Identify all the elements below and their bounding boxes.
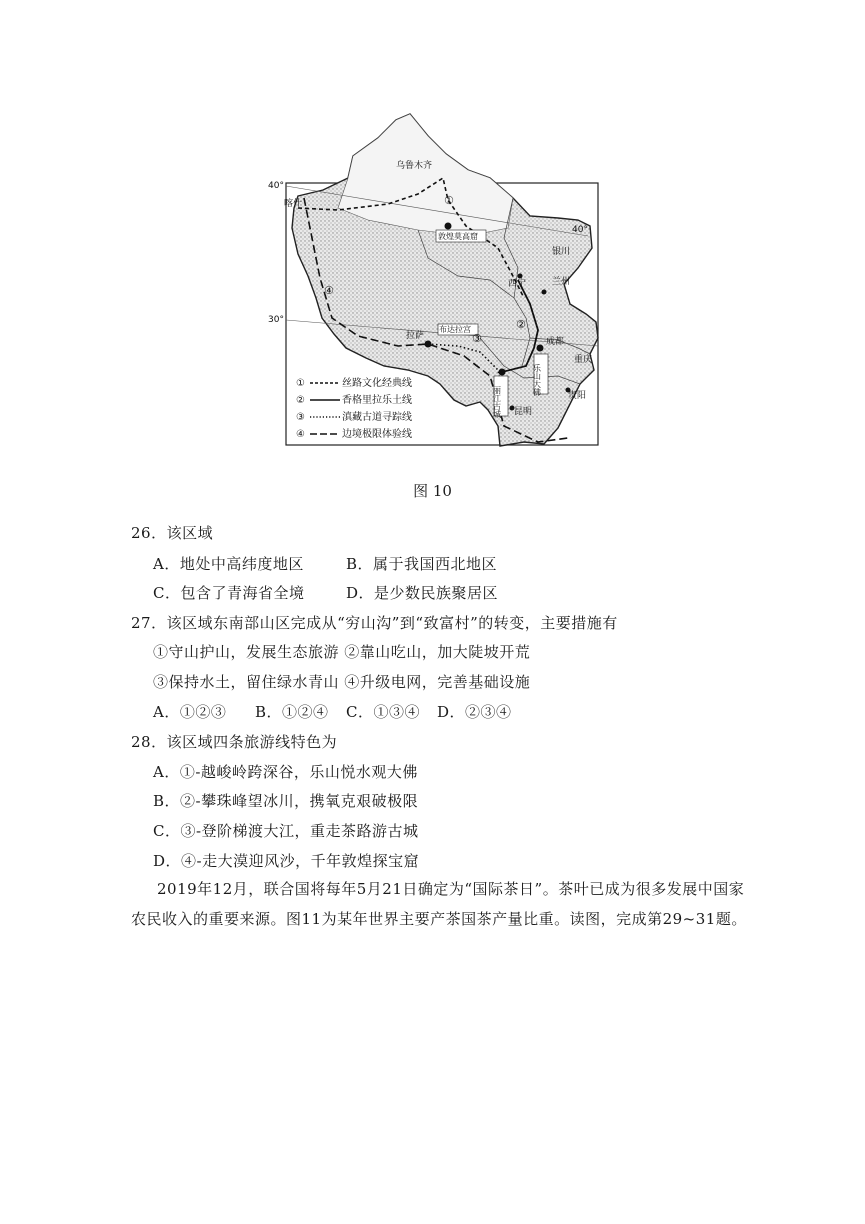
question-26-option-a: A．地处中高纬度地区 bbox=[153, 555, 304, 573]
label-guiyang: 贵阳 bbox=[568, 391, 587, 401]
label-kunming: 昆明 bbox=[514, 407, 533, 417]
question-27-option-b: B．①②④ bbox=[255, 703, 329, 721]
question-28-option-b: B．②-攀珠峰望冰川，携氧克艰破极限 bbox=[153, 792, 419, 810]
label-potala: 布达拉宫 bbox=[439, 325, 471, 334]
legend-num-1: ① bbox=[296, 378, 305, 389]
question-27-option-a: A．①②③ bbox=[153, 703, 227, 721]
question-26-option-b: B．属于我国西北地区 bbox=[346, 555, 498, 573]
question-27-statement-1: ①守山护山，发展生态旅游 ②靠山吃山，加大陡坡开荒 bbox=[153, 643, 531, 661]
legend-label-2: 香格里拉乐土线 bbox=[342, 395, 412, 406]
route-3-marker: ③ bbox=[472, 332, 482, 345]
label-yinchuan: 银川 bbox=[552, 247, 571, 257]
label-chengdu: 成都 bbox=[546, 337, 565, 347]
question-27-statement-2: ③保持水土，留住绿水青山 ④升级电网，完善基础设施 bbox=[153, 673, 531, 691]
chengdu-dot bbox=[537, 345, 544, 352]
lat-40-right: 40° bbox=[572, 225, 588, 235]
question-27-option-d: D．②③④ bbox=[437, 703, 512, 721]
region-map bbox=[268, 108, 600, 453]
label-lanzhou: 兰州 bbox=[552, 277, 571, 287]
lat-30-left: 30° bbox=[268, 315, 284, 325]
label-lijiang: 丽江古城 bbox=[492, 386, 502, 418]
label-dunhuang: 敦煌莫高窟 bbox=[438, 232, 478, 241]
legend-num-2: ② bbox=[296, 395, 305, 406]
question-26-option-d: D．是少数民族聚居区 bbox=[346, 584, 499, 602]
label-leshan: 乐山大佛 bbox=[532, 364, 542, 396]
map-legend bbox=[296, 376, 412, 440]
legend-num-4: ④ bbox=[296, 429, 305, 440]
label-xining: 西宁 bbox=[508, 279, 527, 289]
legend-label-4: 边境极限体验线 bbox=[342, 429, 412, 440]
question-27-stem: 27．该区域东南部山区完成从“穷山沟”到“致富村”的转变，主要措施有 bbox=[131, 614, 618, 632]
intro-paragraph: 2019年12月，联合国将每年5月21日确定为“国际茶日”。茶叶已成为很多发展中国家农民收入的重要来源。图11为某年世界主要产茶国茶产量比重。读图，完成第29~31题。 bbox=[131, 880, 747, 928]
question-28-option-c: C．③-登阶梯渡大江，重走茶路游古城 bbox=[153, 822, 419, 840]
lhasa-dot bbox=[425, 341, 432, 348]
question-28-option-a: A．①-越峻岭跨深谷，乐山悦水观大佛 bbox=[153, 763, 418, 781]
question-26-stem: 26．该区域 bbox=[131, 524, 214, 542]
route-2-marker: ② bbox=[516, 318, 526, 331]
question-28-stem: 28．该区域四条旅游线特色为 bbox=[131, 733, 338, 751]
dunhuang-dot bbox=[445, 223, 452, 230]
legend-label-3: 滇藏古道寻踪线 bbox=[342, 412, 412, 423]
question-28-option-d: D．④-走大漠迎风沙，千年敦煌探宝窟 bbox=[153, 852, 420, 870]
route-1-marker: ① bbox=[444, 194, 454, 207]
figure-caption: 图 10 bbox=[413, 482, 452, 500]
question-26-option-c: C．包含了青海省全境 bbox=[153, 584, 305, 602]
legend-label-1: 丝路文化经典线 bbox=[342, 378, 412, 389]
figure-10-map bbox=[268, 108, 600, 453]
label-lhasa: 拉萨 bbox=[406, 331, 425, 341]
xining-dot bbox=[518, 274, 523, 279]
lijiang-dot bbox=[499, 369, 506, 376]
question-27-option-c: C．①③④ bbox=[346, 703, 420, 721]
route-4-marker: ④ bbox=[324, 284, 334, 297]
lat-40-left: 40° bbox=[268, 181, 284, 191]
label-kashgar: 喀什 bbox=[284, 199, 303, 209]
label-chongqing: 重庆 bbox=[574, 355, 593, 365]
legend-num-3: ③ bbox=[296, 412, 305, 423]
label-urumqi: 乌鲁木齐 bbox=[396, 161, 433, 171]
lanzhou-dot bbox=[542, 290, 547, 295]
